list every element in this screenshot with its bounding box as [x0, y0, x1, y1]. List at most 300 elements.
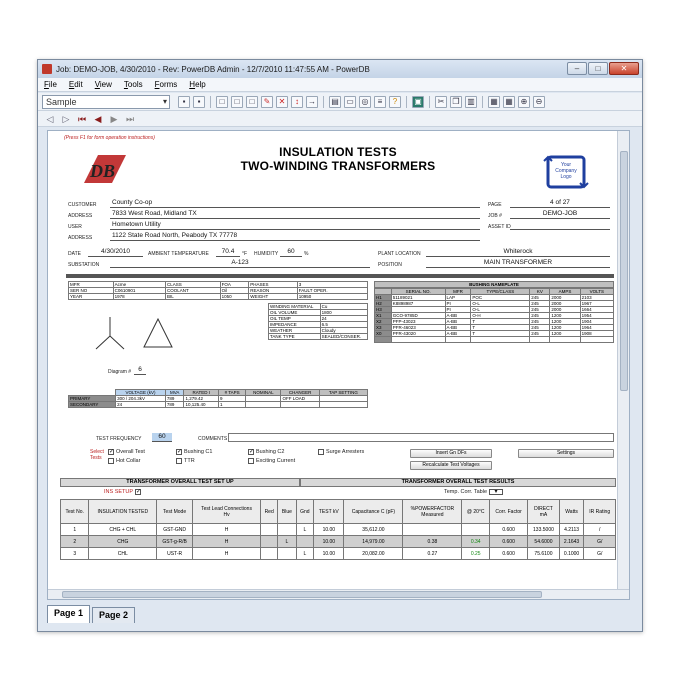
bushing-cell[interactable]: 245 [530, 313, 550, 319]
new-form-icon[interactable]: □ [216, 96, 228, 108]
test-table-header: Blue [278, 500, 296, 524]
date-label: DATE [68, 251, 81, 257]
print-icon[interactable]: ▤ [329, 96, 341, 108]
back-icon[interactable]: ◁ [46, 113, 54, 124]
winding-row [269, 334, 368, 340]
voltage-cell[interactable]: 1,279.42 [184, 396, 219, 402]
winding-value[interactable]: 24 [320, 316, 367, 322]
power-db-logo-icon [80, 153, 132, 187]
vertical-scroll-thumb[interactable] [620, 151, 628, 391]
winding-label: OIL VOLUME [269, 310, 321, 316]
window-title: Job: DEMO-JOB, 4/30/2010 - Rev: PowerDB Admin - 12/7/2010 11:47:55 AM - PowerDB [56, 64, 370, 74]
substation-label: SUBSTATION [68, 262, 100, 268]
address2-label: ADDRESS [68, 235, 93, 241]
date-field[interactable]: 4/30/2010 [88, 248, 143, 257]
bushing-cell[interactable]: 1664 [580, 307, 613, 313]
test-table-cell[interactable]: 10.00 [314, 548, 344, 560]
horizontal-scrollbar[interactable] [48, 589, 629, 599]
humidity-label: HUMIDITY [254, 251, 279, 257]
test-table-cell[interactable] [296, 536, 314, 548]
bushing-header: SERIAL NO. [391, 289, 445, 295]
voltage-header: RATED I [184, 390, 219, 396]
bushing-position-cell [375, 337, 392, 343]
toolbar-separator [406, 96, 407, 108]
test-table-cell[interactable]: GST-g-R/B [157, 536, 193, 548]
voltage-cell[interactable]: 9 [219, 396, 246, 402]
pf-group-header: %POWERFACTOR [410, 505, 455, 512]
test-table-cell[interactable]: 0.27 [403, 548, 462, 560]
test-table-header: Capacitance C (pF) [344, 500, 403, 524]
bushing-cell[interactable]: T [471, 325, 530, 331]
bushing-cell[interactable] [550, 337, 580, 343]
test-table-cell[interactable]: 2.1643 [559, 536, 584, 548]
surge-arresters-label: Surge Arresters [326, 449, 365, 455]
voltage-cell[interactable]: 789 [165, 396, 184, 402]
nameplate-row [69, 294, 368, 300]
bushing-cell[interactable]: A-BB [445, 331, 471, 337]
test-table-header: Corr. Factor [490, 500, 528, 524]
test-table-row [61, 536, 616, 548]
voltage-grid [68, 389, 368, 408]
nameplate-cell[interactable]: 10950 [297, 294, 367, 300]
bushing-c1-option[interactable] [176, 449, 212, 455]
zoom-in-icon[interactable]: ⊕ [518, 96, 530, 108]
test-table-cell[interactable]: 0.600 [490, 524, 528, 536]
test-table-cell[interactable]: 54.6000 [528, 536, 559, 548]
tab-page-1[interactable]: Page 1 [47, 605, 90, 623]
bushing-cell[interactable]: 1200 [550, 319, 580, 325]
bushing-cell[interactable]: 245 [530, 325, 550, 331]
nameplate-cell[interactable]: Acme [113, 282, 165, 288]
bushing-cell[interactable]: PFR-46023 [391, 325, 445, 331]
test-table-cell[interactable]: 10.00 [314, 536, 344, 548]
bushing-cell[interactable]: A-BB [445, 325, 471, 331]
winding-label: WINDING MATERIAL [269, 304, 321, 310]
asset-label: ASSET ID [488, 224, 511, 230]
page-tabs [47, 605, 137, 623]
navigation-toolbar [38, 111, 642, 127]
test-table-cell[interactable]: CHL [89, 548, 157, 560]
test-table-cell[interactable]: 0.25 [462, 548, 490, 560]
bushing-cell[interactable]: 245 [530, 307, 550, 313]
test-table-cell[interactable] [462, 524, 490, 536]
test-frequency-field[interactable]: 60 [152, 433, 172, 442]
bushing-cell[interactable] [445, 337, 471, 343]
exciting-current-checkbox[interactable] [248, 458, 254, 464]
bushing-c2-option[interactable] [248, 449, 284, 455]
plant-field[interactable]: Whiterock [426, 248, 610, 257]
bushing-cell[interactable]: 1954 [580, 313, 613, 319]
nameplate-cell: REASON [249, 288, 298, 294]
bushing-cell[interactable]: T [471, 319, 530, 325]
bushing-header: TYPE/CLASS [471, 289, 530, 295]
voltage-header: CHANGER [281, 390, 319, 396]
tip-icon[interactable]: ? [389, 96, 401, 108]
user-field[interactable]: Hometown Utility [110, 221, 480, 230]
test-table-cell[interactable]: 0.600 [490, 548, 528, 560]
bushing-grid [374, 288, 614, 343]
first-record-icon[interactable]: ⏮ [77, 113, 87, 124]
bushing-cell[interactable]: O-L [471, 301, 530, 307]
bushing-c1-checkbox[interactable]: ✓ [177, 449, 183, 455]
test-leads-group-header: Test Lead Connections [201, 505, 252, 512]
bushing-cell[interactable] [580, 337, 613, 343]
voltage-row [69, 402, 368, 408]
substation-field[interactable]: A-123 [110, 259, 370, 268]
paste-form-icon[interactable]: □ [246, 96, 258, 108]
title-bar [38, 60, 642, 78]
winding-value[interactable]: SEALED/CONSER. [320, 334, 367, 340]
humidity-field[interactable]: 60 [280, 248, 302, 257]
copy-form-icon[interactable]: □ [231, 96, 243, 108]
bushing-cell[interactable]: 1964 [580, 325, 613, 331]
save-all-icon[interactable]: ▪ [193, 96, 205, 108]
save-icon[interactable]: ▪ [178, 96, 190, 108]
settings-button[interactable]: Settings [518, 449, 614, 458]
cut-icon[interactable]: ✂ [435, 96, 447, 108]
voltage-header: NOMINAL [246, 390, 281, 396]
form-canvas [47, 130, 630, 600]
winding-label: WEATHER [269, 328, 321, 334]
bushing-title: BUSHING NAMEPLATE [374, 281, 614, 288]
form-title-line1: INSULATION TESTS [279, 145, 397, 159]
test-table-row [61, 548, 616, 560]
test-table-cell[interactable] [278, 524, 296, 536]
test-table-cell[interactable]: G/ [584, 536, 616, 548]
winding-value[interactable]: Cloudy [320, 328, 367, 334]
bushing-cell[interactable]: 245 [530, 319, 550, 325]
app-window [37, 59, 643, 632]
bushing-position-cell: X2 [375, 319, 392, 325]
humidity-unit: % [304, 251, 309, 257]
previous-record-icon[interactable]: ◀ [94, 113, 102, 124]
test-table-header-row [61, 500, 616, 524]
menu-tools[interactable]: Tools [123, 80, 143, 89]
test-table-cell[interactable]: 0.38 [403, 536, 462, 548]
nameplate-cell: PHASES [249, 282, 298, 288]
test-table-header [193, 500, 261, 524]
setup-title: TRANSFORMER OVERALL TEST SET UP [60, 478, 300, 487]
temp-corr-option[interactable] [444, 489, 503, 495]
nameplate-cell[interactable]: 1050 [220, 294, 249, 300]
tab-page-2[interactable]: Page 2 [92, 607, 135, 623]
folder-icon[interactable]: ▭ [344, 96, 356, 108]
address-field[interactable]: 7833 West Road, Midland TX [110, 210, 480, 219]
test-table-header: INSULATION TESTED [89, 500, 157, 524]
surge-arresters-checkbox[interactable] [318, 449, 324, 455]
bushing-header: KV [530, 289, 550, 295]
results-title: TRANSFORMER OVERALL TEST RESULTS [300, 478, 616, 487]
main-toolbar [38, 93, 642, 111]
voltage-cell: SECONDARY [69, 402, 116, 408]
bushing-cell[interactable] [391, 337, 445, 343]
zoom-out-icon[interactable]: ⊖ [533, 96, 545, 108]
test-table-cell[interactable]: 4.2113 [559, 524, 584, 536]
surge-arresters-option[interactable] [318, 449, 364, 455]
test-table-header: Test No. [61, 500, 89, 524]
bushing-cell[interactable]: O-H [471, 313, 530, 319]
test-table-cell[interactable]: CHG [89, 536, 157, 548]
test-table-cell[interactable]: GST-GND [157, 524, 193, 536]
comments-label: COMMENTS [198, 436, 228, 442]
test-table-cell[interactable]: 20,082.00 [344, 548, 403, 560]
test-table-cell[interactable] [261, 548, 278, 560]
test-table-cell[interactable]: H [193, 548, 261, 560]
ins-setup-option[interactable] [104, 489, 141, 495]
test-table-cell[interactable] [278, 548, 296, 560]
bushing-cell[interactable]: 1967 [580, 301, 613, 307]
svg-text:DB: DB [90, 161, 116, 181]
form-title-line2: TWO-WINDING TRANSFORMERS [240, 159, 436, 173]
test-table-cell[interactable]: 0.1000 [559, 548, 584, 560]
test-table-cell[interactable]: G/ [584, 548, 616, 560]
hot-collar-checkbox[interactable] [108, 458, 114, 464]
page-label: PAGE [488, 202, 502, 208]
test-table-cell[interactable] [261, 524, 278, 536]
insert-dfs-button[interactable]: Insert Gn DFs [410, 449, 492, 458]
forward-icon[interactable]: ▷ [62, 113, 70, 124]
address2-field[interactable]: 1122 State Road North, Peabody TX 77778 [110, 232, 480, 241]
bushing-position-cell: H2 [375, 301, 392, 307]
ttr-option[interactable] [176, 458, 195, 464]
nameplate-cell[interactable]: Oil [220, 288, 249, 294]
test-table-cell: 3 [61, 548, 89, 560]
nameplate-grid [68, 281, 368, 300]
bushing-header: AMPS [550, 289, 580, 295]
voltage-cell[interactable]: OFF LOAD [281, 396, 319, 402]
voltage-cell[interactable]: 1 [219, 402, 246, 408]
direct-group-header: DIRECT [534, 505, 553, 512]
bushing-cell[interactable]: 245 [530, 301, 550, 307]
report-icon[interactable]: ▦ [503, 96, 515, 108]
bushing-cell[interactable]: 1908 [580, 331, 613, 337]
bushing-cell[interactable]: 245 [530, 295, 550, 301]
bushing-cell[interactable]: LAP [445, 295, 471, 301]
move-right-icon[interactable]: → [308, 96, 316, 106]
voltage-cell[interactable]: 10,125.40 [184, 402, 219, 408]
bushing-cell[interactable] [471, 337, 530, 343]
voltage-header: # TAPS [219, 390, 246, 396]
bushing-cell[interactable]: 2000 [550, 307, 580, 313]
customer-label: CUSTOMER [68, 202, 97, 208]
paste-icon[interactable]: ▥ [465, 96, 477, 108]
customer-field[interactable]: County Co-op [110, 199, 480, 208]
binoculars-icon[interactable]: ◎ [359, 96, 371, 108]
bushing-cell[interactable]: K8898987 [391, 301, 445, 307]
menu-edit[interactable]: Edit [68, 80, 83, 89]
instrument-icon[interactable]: ▣ [412, 96, 424, 108]
diagram-number-field[interactable]: 6 [134, 366, 146, 375]
voltage-cell[interactable] [281, 402, 319, 408]
bushing-cell[interactable]: 1200 [550, 325, 580, 331]
bushing-cell[interactable]: POC [471, 295, 530, 301]
toolbar-separator [323, 96, 324, 108]
voltage-cell[interactable]: 789 [165, 402, 184, 408]
job-field[interactable]: DEMO-JOB [510, 210, 610, 219]
menu-bar [38, 78, 642, 92]
toolbar-separator [482, 96, 483, 108]
test-table-cell[interactable]: 10.00 [314, 524, 344, 536]
test-table-cell[interactable]: / [584, 524, 616, 536]
bushing-cell[interactable]: 51189021 [391, 295, 445, 301]
test-table-cell[interactable]: CHG + CHL [89, 524, 157, 536]
test-table-header: @ 20°C [462, 500, 490, 524]
test-table-cell[interactable]: UST-R [157, 548, 193, 560]
winding-value[interactable]: 6.5 [320, 322, 367, 328]
close-button[interactable]: ✕ [609, 62, 639, 75]
bushing-cell[interactable]: A-BB [445, 319, 471, 325]
user-label: USER [68, 224, 82, 230]
voltage-cell: PRIMARY [69, 396, 116, 402]
nameplate-cell[interactable]: FOA [220, 282, 249, 288]
voltage-header: VOLTAGE (kV) [116, 390, 166, 396]
bushing-cell[interactable] [530, 337, 550, 343]
bushing-cell[interactable]: A-BB [445, 313, 471, 319]
voltage-header: MVA [165, 390, 184, 396]
toolbar-separator [429, 96, 430, 108]
test-table-cell[interactable]: 35,612.00 [344, 524, 403, 536]
nameplate-cell: WEIGHT [249, 294, 298, 300]
bushing-cell[interactable]: 245 [530, 331, 550, 337]
press-note: (Press F1 for form operation instructions) [64, 135, 155, 141]
menu-file[interactable]: File [44, 80, 57, 89]
winding-diagram-icon [88, 311, 188, 361]
preview-icon[interactable]: ▦ [488, 96, 500, 108]
delete-icon[interactable]: ✕ [276, 96, 288, 108]
nameplate-cell: COOLANT [166, 288, 221, 294]
bushing-cell[interactable]: GCO-9785D [391, 313, 445, 319]
position-label: POSITION [378, 262, 402, 268]
ambient-field[interactable]: 70.4 [216, 248, 240, 257]
winding-label: TANK TYPE [269, 334, 321, 340]
winding-value[interactable]: 1800 [320, 310, 367, 316]
nameplate-cell: YEAR [69, 294, 114, 300]
bushing-cell[interactable]: T [471, 331, 530, 337]
bushing-cell[interactable]: 2103 [580, 295, 613, 301]
bushing-cell[interactable]: 1200 [550, 313, 580, 319]
section-divider [66, 274, 614, 278]
next-record-icon[interactable]: ▶ [110, 113, 118, 124]
minimize-button[interactable]: – [567, 62, 587, 75]
position-field[interactable]: MAIN TRANSFORMER [426, 259, 610, 268]
test-table-header: IR Rating [584, 500, 616, 524]
bushing-cell[interactable]: PI [445, 307, 471, 313]
nameplate-cell[interactable]: 3 [297, 282, 367, 288]
test-table-cell[interactable] [403, 524, 462, 536]
bushing-cell[interactable]: PI [445, 301, 471, 307]
menu-help[interactable]: Help [189, 80, 206, 89]
test-table-header: mA [539, 511, 548, 518]
list-icon[interactable]: ≡ [374, 96, 386, 108]
voltage-cell[interactable]: 24 [116, 402, 166, 408]
nameplate-cell[interactable]: C0610901 [113, 288, 165, 294]
menu-forms[interactable]: Forms [154, 80, 178, 89]
bushing-position-cell: X0 [375, 331, 392, 337]
test-table-row [61, 524, 616, 536]
nameplate-cell[interactable]: 1978 [113, 294, 165, 300]
maximize-button[interactable]: □ [588, 62, 608, 75]
ambient-unit: °F [242, 251, 248, 257]
voltage-cell[interactable]: 300 / 204.3kV [116, 396, 166, 402]
job-label: JOB # [488, 213, 502, 219]
bushing-cell[interactable]: 2000 [550, 301, 580, 307]
nameplate-cell: SER NO [69, 288, 114, 294]
test-table-cell[interactable]: H [193, 536, 261, 548]
voltage-cell[interactable] [246, 402, 281, 408]
bushing-header: VOLTS [580, 289, 613, 295]
winding-label: IMPEDANCE [269, 322, 321, 328]
winding-value[interactable]: Cu [320, 304, 367, 310]
plant-label: PLANT LOCATION [378, 251, 421, 257]
test-table-cell[interactable]: L [296, 524, 314, 536]
voltage-cell[interactable] [319, 402, 367, 408]
test-table-cell[interactable]: L [296, 548, 314, 560]
bushing-cell[interactable]: PFP-43023 [391, 319, 445, 325]
ins-setup-checkbox[interactable]: ✓ [136, 489, 142, 495]
vertical-scrollbar[interactable] [617, 131, 629, 599]
test-table-cell[interactable]: 75.6100 [528, 548, 559, 560]
test-table-cell[interactable] [261, 536, 278, 548]
hot-collar-option[interactable] [108, 458, 140, 464]
powerdb-app-icon [42, 64, 52, 74]
ttr-checkbox[interactable] [176, 458, 182, 464]
test-table-cell[interactable]: 0.34 [462, 536, 490, 548]
sample-select[interactable]: Sample ▾ [42, 95, 170, 109]
bushing-cell[interactable]: 1904 [580, 319, 613, 325]
ttr-label: TTR [184, 458, 195, 464]
asset-field[interactable] [510, 221, 610, 230]
bushing-position-cell: H1 [375, 295, 392, 301]
page-field[interactable]: 4 of 27 [510, 199, 610, 208]
edit-form-icon[interactable]: ✎ [261, 96, 273, 108]
test-table-header: Gnd [296, 500, 314, 524]
diagram-label: Diagram # [108, 369, 132, 375]
bushing-c2-checkbox[interactable]: ✓ [249, 449, 255, 455]
overall-test-checkbox[interactable]: ✓ [109, 449, 115, 455]
test-table-cell[interactable]: 0.600 [490, 536, 528, 548]
test-table-cell[interactable]: 133.5000 [528, 524, 559, 536]
test-table-header: Hv [223, 511, 230, 518]
test-table-cell[interactable]: L [278, 536, 296, 548]
bushing-c2-label: Bushing C2 [256, 449, 285, 455]
bushing-cell[interactable]: 2000 [550, 295, 580, 301]
nameplate-cell: MFR [69, 282, 114, 288]
move-up-down-icon[interactable]: ↕ [291, 96, 303, 108]
bushing-cell[interactable]: 1200 [550, 331, 580, 337]
recalculate-voltages-button[interactable]: Recalculate Test Voltages [410, 461, 492, 470]
exciting-current-option[interactable] [248, 458, 295, 464]
bushing-position-cell: H3 [375, 307, 392, 313]
menu-view[interactable]: View [94, 80, 112, 89]
test-table-cell: 2 [61, 536, 89, 548]
horizontal-scroll-thumb[interactable] [62, 591, 542, 598]
test-table-cell[interactable]: 14,979.00 [344, 536, 403, 548]
ambient-label: AMBIENT TEMPERATURE [148, 251, 209, 257]
test-table-cell[interactable]: H [193, 524, 261, 536]
copy-icon[interactable]: ❐ [450, 96, 462, 108]
test-table-header: TEST kV [314, 500, 344, 524]
comments-field[interactable] [228, 433, 614, 442]
nameplate-cell[interactable]: FAULT OPER. [297, 288, 367, 294]
temp-corr-dropdown[interactable]: ▾ [489, 489, 503, 495]
toolbar-separator [210, 96, 211, 108]
last-record-icon[interactable]: ⏭ [125, 113, 135, 124]
test-frequency-label: TEST FREQUENCY [96, 436, 142, 442]
bushing-cell[interactable]: O-L [471, 307, 530, 313]
bushing-cell[interactable]: PFR-43020 [391, 331, 445, 337]
overall-test-option[interactable] [108, 449, 145, 455]
bushing-position-cell: X3 [375, 325, 392, 331]
